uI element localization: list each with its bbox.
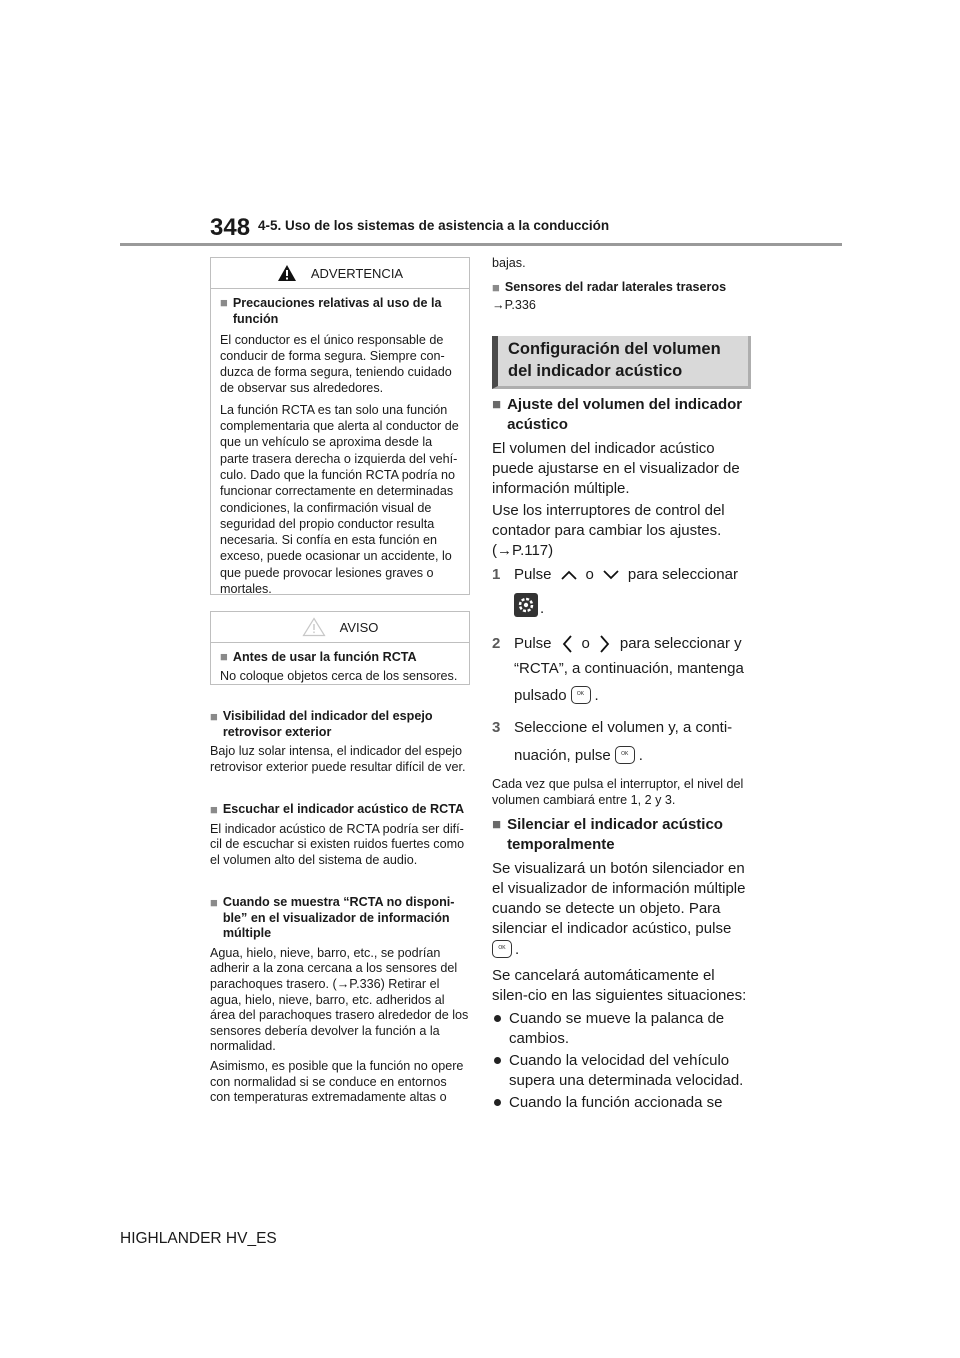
mute-cancel-paragraph: Se cancelará automáticamente el silen-cio en las siguientes situaciones: xyxy=(492,967,747,1004)
warning-title: ADVERTENCIA xyxy=(310,265,404,281)
settings-icon-row xyxy=(514,593,776,617)
adjust-section xyxy=(492,395,754,561)
step-text: . xyxy=(594,686,599,704)
info-section xyxy=(210,802,470,868)
step-text: nuación, pulse xyxy=(514,746,611,764)
sensors-section xyxy=(492,280,754,295)
step-text: o xyxy=(581,635,590,652)
notice-header xyxy=(211,612,469,643)
list-item xyxy=(492,1009,754,1049)
ok-button-icon: OK xyxy=(615,746,635,764)
adjust-paragraph: El volumen del indicador acústico puede ajustarse en el visualizador de información múltiple. xyxy=(492,440,740,497)
info-section xyxy=(210,709,470,775)
info-section-title: Visibilidad del indicador del espejo retrovisor exterior xyxy=(222,709,433,739)
list-item-text: Cuando la velocidad del vehículo supera una determinada velocidad. xyxy=(509,1052,744,1089)
page-number: 348 xyxy=(210,214,251,241)
volume-note: Cada vez que pulsa el interruptor, el nivel del volumen cambiará entre 1, 2 y 3. xyxy=(492,777,744,807)
square-bullet-icon: ■ xyxy=(210,802,218,817)
header-divider xyxy=(120,243,842,246)
section-title: 4-5. Uso de los sistemas de asistencia a la conducción xyxy=(258,218,610,233)
cancel-conditions-list xyxy=(492,1009,754,1113)
mute-paragraph: Se visualizará un botón silenciador en el visualizador de información múltiple cuando se detecte un objeto. Para silenciar el indicador acústico, pulse xyxy=(492,860,746,937)
step-number: 1 xyxy=(492,566,501,583)
info-section xyxy=(210,895,470,1106)
mute-button-row xyxy=(492,940,754,958)
list-item xyxy=(492,1051,754,1091)
warning-subtitle: Precauciones relativas al uso de la función xyxy=(232,296,442,327)
step-text: para seleccionar xyxy=(627,566,738,583)
warning-triangle-icon xyxy=(277,264,297,282)
adjust-paragraph: Use los interruptores de control del contador para cambiar los ajustes. (→P.117) xyxy=(492,502,725,559)
continued-text: bajas. xyxy=(492,256,526,270)
info-section-title: Escuchar el indicador acústico de RCTA xyxy=(222,802,465,816)
warning-paragraph: El conductor es el único responsable de conducir de forma segura. Siempre con-duzca de forma segura, teniendo cuidado de observar sus alrededores. xyxy=(220,332,452,396)
square-bullet-icon: ■ xyxy=(220,295,228,310)
footer-model-name: HIGHLANDER HV_ES xyxy=(120,1230,277,1247)
warning-header xyxy=(211,258,469,289)
step-text: “RCTA”, a continuación, mantenga xyxy=(514,660,744,677)
square-bullet-icon: ■ xyxy=(210,895,218,910)
info-section-body: Asimismo, es posible que la función no opere con normalidad si se conduce en entornos con temperaturas extremadamente altas o xyxy=(210,1058,464,1105)
step-text: Pulse xyxy=(514,635,552,652)
mute-section xyxy=(492,815,754,939)
bullet-dot-icon xyxy=(494,1015,501,1022)
notice-paragraph: No coloque objetos cerca de los sensores. xyxy=(220,669,458,684)
ok-button-icon: OK xyxy=(492,940,512,958)
step-3 xyxy=(492,718,754,738)
step-3-continued xyxy=(514,746,776,764)
list-item-text: Cuando la función accionada se xyxy=(509,1094,723,1111)
list-item xyxy=(492,1093,754,1113)
list-item-text: Cuando se mueve la palanca de cambios. xyxy=(509,1010,725,1047)
step-text: Seleccione el volumen y, a conti- xyxy=(514,719,733,736)
settings-gear-icon xyxy=(514,593,538,617)
info-section-body: Agua, hielo, nieve, barro, etc., se podrían adherir a la zona cercana a los sensores del parachoques trasero. (→P.336) Retirar el agua, hielo, nieve, barro, etc. adheridos al área del parachoques trasero alrededor de los sensores debería devolver la función a la normalidad. xyxy=(210,945,469,1054)
step-2-continued xyxy=(514,686,776,704)
bullet-dot-icon xyxy=(494,1057,501,1064)
mute-paragraph: . xyxy=(515,940,520,958)
notice-title: AVISO xyxy=(339,619,379,635)
step-text: pulsado xyxy=(514,686,567,704)
ok-button-icon: OK xyxy=(571,686,591,704)
step-text: . xyxy=(540,600,545,617)
info-section-body: Bajo luz solar intensa, el indicador del espejo retrovisor exterior puede resultar difícil de ver. xyxy=(210,744,466,774)
notice-subtitle: Antes de usar la función RCTA xyxy=(232,650,417,664)
info-section-title: Cuando se muestra “RCTA no disponi-ble” en el visualizador de información múltiple xyxy=(222,895,455,941)
square-bullet-icon: ■ xyxy=(492,396,502,413)
chevron-right-icon xyxy=(599,634,611,654)
chevron-down-icon xyxy=(602,569,620,581)
step-text: Pulse xyxy=(514,566,552,583)
sensors-title: Sensores del radar laterales traseros xyxy=(504,280,727,294)
step-text: o xyxy=(585,566,594,583)
step-text: . xyxy=(638,746,643,764)
bullet-dot-icon xyxy=(494,1099,501,1106)
square-bullet-icon: ■ xyxy=(492,280,500,295)
section-heading: Configuración del volumen del indicador acústico xyxy=(492,336,751,389)
mute-title: Silenciar el indicador acústico temporalmente xyxy=(507,816,723,853)
caution-triangle-icon xyxy=(302,617,326,637)
notice-box xyxy=(210,611,470,685)
step-number: 2 xyxy=(492,635,501,652)
adjust-title: Ajuste del volumen del indicador acústico xyxy=(507,396,743,433)
step-text: para seleccionar y xyxy=(619,635,742,652)
step-number: 3 xyxy=(492,719,501,736)
info-section-body: El indicador acústico de RCTA podría ser difí-cil de escuchar si existen ruidos fuertes como el volumen alto del sistema de audio. xyxy=(210,821,465,867)
chevron-up-icon xyxy=(560,569,578,581)
step-2 xyxy=(492,634,754,654)
square-bullet-icon: ■ xyxy=(492,816,502,833)
step-1 xyxy=(492,565,754,585)
warning-box xyxy=(210,257,470,595)
sensors-reference-link[interactable]: →P.336 xyxy=(492,298,536,312)
chevron-left-icon xyxy=(561,634,573,654)
square-bullet-icon: ■ xyxy=(210,709,218,724)
warning-paragraph: La función RCTA es tan solo una función complementaria que alerta al conductor de que un vehículo se aproxima desde la parte trasera derecha o izquierda del vehí-culo. Dado que la función RCTA podría no funcionar correctamente en determinadas condiciones, la confirmación visual de seguridad del propio conductor resulta necesaria. Si confía en esta función en exceso, puede ocasionar un accidente, lo que puede provocar lesiones graves o mortales. xyxy=(220,402,459,597)
square-bullet-icon: ■ xyxy=(220,649,228,664)
